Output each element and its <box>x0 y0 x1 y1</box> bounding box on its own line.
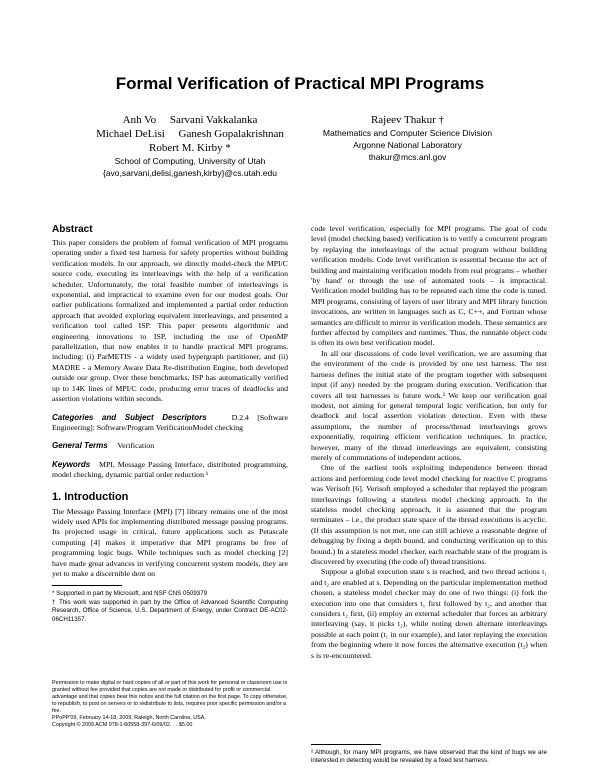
author-line: Michael DeLisi Ganesh Gopalakrishnan <box>96 128 284 140</box>
footnote: † This work was supported in part by the Office of Advanced Scientific Computing Research, Office of Science, U.S. Department of Energy, under Contract DE-AC02-06CH11357. <box>52 598 288 623</box>
footnote: ² Although, for many MPI programs, we have observed that the kind of bugs we are interested in detecting would be revealed by a fixed test harness. <box>311 749 547 765</box>
affiliation: Argonne National Laboratory <box>353 140 462 150</box>
abstract-text: This paper considers the problem of formal verification of MPI programs operating under a fixed test harness for safety properties without building verification models. In our approach, we directly model-check the MPI/C source code, executing its interleavings with the help of a verification scheduler. Unfortunately, the total feasible number of interleavings is exponential, and impractical to examine even for our modest goals. Our earlier publications formalized and implemented a partial order reduction approach that avoided exploring equivalent interleavings, and presented a verification tool called ISP. This paper presents algorithmic and engineering innovations to ISP, including the use of OpenMP parallelization, that now enables it to handle practical MPI programs, including: (i) ParMETIS - a widely used hypergraph partitioner, and (ii) MADRE - a Memory Aware Data Re-distribution Engine, both developed outside our group. Over these benchmarks, ISP has automatically verified up to 14K lines of MPI/C code, producing error traces of deadlocks and assertion violations within seconds. <box>52 238 288 404</box>
body-paragraph: One of the earliest tools exploiting independence between thread actions and performing code level model checking for reactive C programs was Verisoft [6]. Verisoft employed a scheduler that replayed the program interleavings following a stateless model checking approach. In the stateless model checking approach, it is assumed that the program terminates – i.e., the product state space of the thread executions is acyclic. (If this assumption is not met, one can still achieve a reasonable degree of debugging by fixing a depth bound, and conducting verification up to this bound.) In a stateless model checker, each reachable state of the program is discovered by executing (the code of) thread transitions. <box>311 463 547 566</box>
affiliation: School of Computing, University of Utah <box>114 156 266 166</box>
authors-argonne <box>300 113 515 163</box>
general-terms-label: General Terms <box>52 441 108 451</box>
intro-text: The Message Passing Interface (MPI) [7] library remains one of the most widely used APIs for implementing distributed message passing programs. Its projected usage in critical, future applications such as Petascale computing [4] makes it imperative that MPI programs be free of programming logic bugs. While techniques such as model checking [2] have made great advances in verifying concurrent system models, they are yet to make a discernible dent on <box>52 506 288 578</box>
copyright-line: Copyright © 2009 ACM 978-1-60558-397-6/09/02. . . $5.00 <box>52 722 193 728</box>
abstract-heading: Abstract <box>52 224 93 235</box>
author-email: thakur@mcs.anl.gov <box>368 152 447 162</box>
affiliation: Mathematics and Computer Science Division <box>322 128 493 138</box>
body-paragraph: In all our discussions of code level verification, we are assuming that the environment of the code is provided by one test harness. The test harness defines the initial state of the program together with subsequent input (if any) needed by the program during execution. Verification that covers all test harnesses is future work.² We keep our verification goal modest, not aiming for general temporal logic verification, but only for deadlock and local assertion violation detection. Even with these assumptions, the number of process/thread interleavings grows exponentially, requiring efficient verification techniques. In practice, however, many of the thread interleavings are equivalent, consisting merely of commutations of independent actions. <box>311 348 547 462</box>
categories-text: D.2.4 [Software Engineering]: Software/Program VerificationModel checking <box>52 412 288 432</box>
general-terms <box>52 441 288 451</box>
left-column <box>52 224 288 624</box>
right-footnote <box>311 744 547 766</box>
author-line: Rajeev Thakur † <box>370 114 445 126</box>
body-paragraph: code level verification, especially for MPI programs. The goal of code level (model checking based) verification is to verify a concurrent program by replaying the interleavings of the actual program without building verification models. Code level verification is essential because the act of building and maintaining verification models from real programs – whether 'by hand' or through the use of automated tools – is impractical. Verification model building has to be repeated each time the code is tuned. MPI programs, consisting of layers of user library and MPI library function invocations, are written in languages such as C, C++, and Fortran whose semantics are difficult to mirror in verification models. These semantics are further affected by compilers and runtimes. Thus, the runnable object code is often its own best verification model. <box>311 224 547 348</box>
author-line: Anh Vo Sarvani Vakkalanka <box>122 114 258 126</box>
general-terms-text: Verification <box>117 441 155 451</box>
categories-label: Categories and Subject Descriptors <box>52 412 207 422</box>
keywords-label: Keywords <box>52 459 91 469</box>
keywords-text: MPI, Message Passing Interface, distributed programming, model checking, dynamic partial order reduction ¹ <box>52 459 288 480</box>
authors-utah <box>70 113 310 179</box>
footnote-rule <box>311 744 381 745</box>
categories <box>52 413 288 434</box>
venue-line: PPoPP'09, February 14-18, 2009, Raleigh, North Carolina, USA. <box>52 715 206 721</box>
footnote: * Supported in part by Microsoft, and NSF CNS 0509379 <box>52 590 208 598</box>
permission-text: Permission to make digital or hard copies of all or part of this work for personal or classroom use is granted without fee provided that copies are not made or distributed for profit or commercial advantage and that copies bear this notice and the full citation on the first page. To copy otherwise, to republish, to post on servers or to redistribute to lists, requires prior specific permission and/or a fee. <box>52 680 288 714</box>
author-line: Robert M. Kirby * <box>149 142 231 154</box>
paper-title: Formal Verification of Practical MPI Programs <box>115 74 485 93</box>
keywords <box>52 460 288 481</box>
permission-notice <box>52 680 288 729</box>
intro-heading: 1. Introduction <box>52 490 129 503</box>
right-column <box>311 224 547 661</box>
body-paragraph: Suppose a global execution state s is reached, and two thread actions t₁ and t₂ are enabled at s. Depending on the particular implementation method chosen, a stateless model checker may do one of two things: (i) fork the execution into one that considers t₁ first followed by t₂, and another that considers t₂ first, (ii) employ an external scheduler that forces an arbitrary interleaving (say, it picks t₂), while noting down alternate interleavings possible at each point (t₁ in our example), and later replaying the execution from the beginning where it now forces the alternative execution (t₂) when s is re-encountered. <box>311 567 547 660</box>
author-email: {avo,sarvani,delisi,ganesh,kirby}@cs.utah.edu <box>102 168 277 178</box>
footnote-rule <box>52 585 122 586</box>
